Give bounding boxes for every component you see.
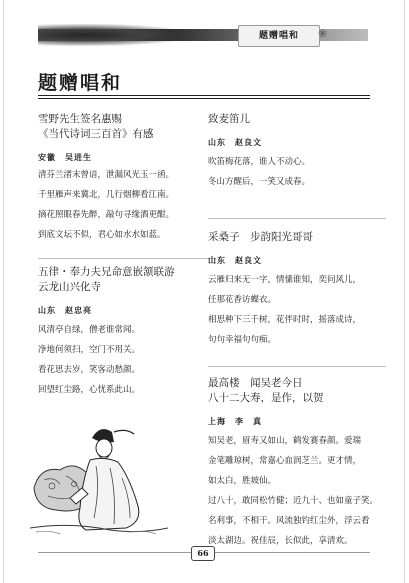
poem-author: 山东 赵忠亮 bbox=[38, 305, 92, 315]
poem-line: 风清亭自绿，僧老谁常闻。 bbox=[38, 325, 141, 335]
poem-heading-line: 《当代诗词三百首》有感 bbox=[38, 128, 154, 140]
poem-line: 到底文坛不似，君心如水水如蓝。 bbox=[38, 230, 166, 240]
poem-heading-line: 云龙山兴化寺 bbox=[38, 281, 101, 293]
poem-line: 淡太湖边。祝佳辰，长似此，享清欢。 bbox=[208, 536, 353, 546]
poem-line: 看花思去岁，笑客动愁颜。 bbox=[38, 365, 141, 375]
poem-line: 金笔雕琼树，常嘉心血润芝兰。更才情， bbox=[208, 456, 362, 466]
poem-line: 句句幸福句句痴。 bbox=[208, 335, 277, 345]
poem-right-3 bbox=[208, 376, 378, 547]
scholar-illustration bbox=[30, 418, 168, 536]
section-divider bbox=[38, 258, 216, 259]
poem-line: 相思种下三千树，花伴时时，摇落成诗， bbox=[208, 315, 362, 325]
knot-icon: ❀ bbox=[318, 27, 328, 40]
poem-right-2 bbox=[208, 230, 361, 346]
poem-line: 名利事，不相干。风流独钓红尘外，浮云看 bbox=[208, 516, 370, 526]
poem-line: 冬山方醒后，一笑又成春。 bbox=[208, 177, 311, 187]
poem-heading-line: 采桑子 步韵阳光哥哥 bbox=[208, 231, 313, 243]
title-rule-top bbox=[38, 95, 370, 96]
poem-left-1 bbox=[38, 112, 174, 241]
poem-heading-line: 雪野先生签名惠赐 bbox=[38, 113, 122, 125]
poem-heading-line: 五律・奉力夫兄命意嵌颔联游 bbox=[38, 266, 175, 278]
poem-heading-line: 最高楼 闻吴老今日 bbox=[208, 377, 303, 389]
poem-heading-line: 八十二大寿，是作，以贺 bbox=[208, 392, 324, 404]
poem-line: 净地何须扫，空门不用关。 bbox=[38, 345, 141, 355]
poem-line: 清芬兰渚末曾谙，泄漏风光玉一函。 bbox=[38, 170, 175, 180]
poem-author: 山东 赵良文 bbox=[208, 137, 262, 147]
section-divider bbox=[208, 218, 386, 219]
poem-line: 知吴老，眉寿又如山，鹤发赛春颜。爱瑞 bbox=[208, 436, 362, 446]
poem-line: 任那花香访蝶衣。 bbox=[208, 295, 277, 305]
poem-line: 吹笛梅花落，谁人不动心。 bbox=[208, 157, 311, 167]
poem-author: 山东 赵良文 bbox=[208, 255, 262, 265]
poem-right-1 bbox=[208, 112, 310, 188]
poem-left-2 bbox=[38, 265, 175, 396]
poem-line: 过八十，敢同松竹健；近九十、也如童子笑。 bbox=[208, 496, 379, 506]
page-title: 题赠唱和 bbox=[38, 72, 123, 94]
poem-author: 安徽 吴进生 bbox=[38, 152, 92, 162]
header-banner bbox=[38, 22, 368, 48]
header-title: 题赠唱和 bbox=[238, 25, 320, 47]
title-rule-bottom bbox=[38, 98, 370, 99]
section-divider bbox=[208, 366, 386, 367]
poem-line: 回望红尘路，心忧系此山。 bbox=[38, 385, 141, 395]
page-number: 66 bbox=[191, 546, 215, 561]
poem-line: 摘花照眼春先醉，敲句寻缘酒更酣。 bbox=[38, 210, 175, 220]
poem-heading-line: 致麦笛儿 bbox=[208, 113, 250, 125]
poem-author: 上海 李 真 bbox=[208, 416, 262, 426]
banner-brush-stroke bbox=[38, 24, 188, 46]
poem-line: 如太白，胜坡仙。 bbox=[208, 476, 277, 486]
poem-line: 千里雁声来冀北，几行烟柳看江南。 bbox=[38, 190, 175, 200]
poem-line: 云雁归来无一字，情愫谁知，奕问风儿， bbox=[208, 275, 362, 285]
